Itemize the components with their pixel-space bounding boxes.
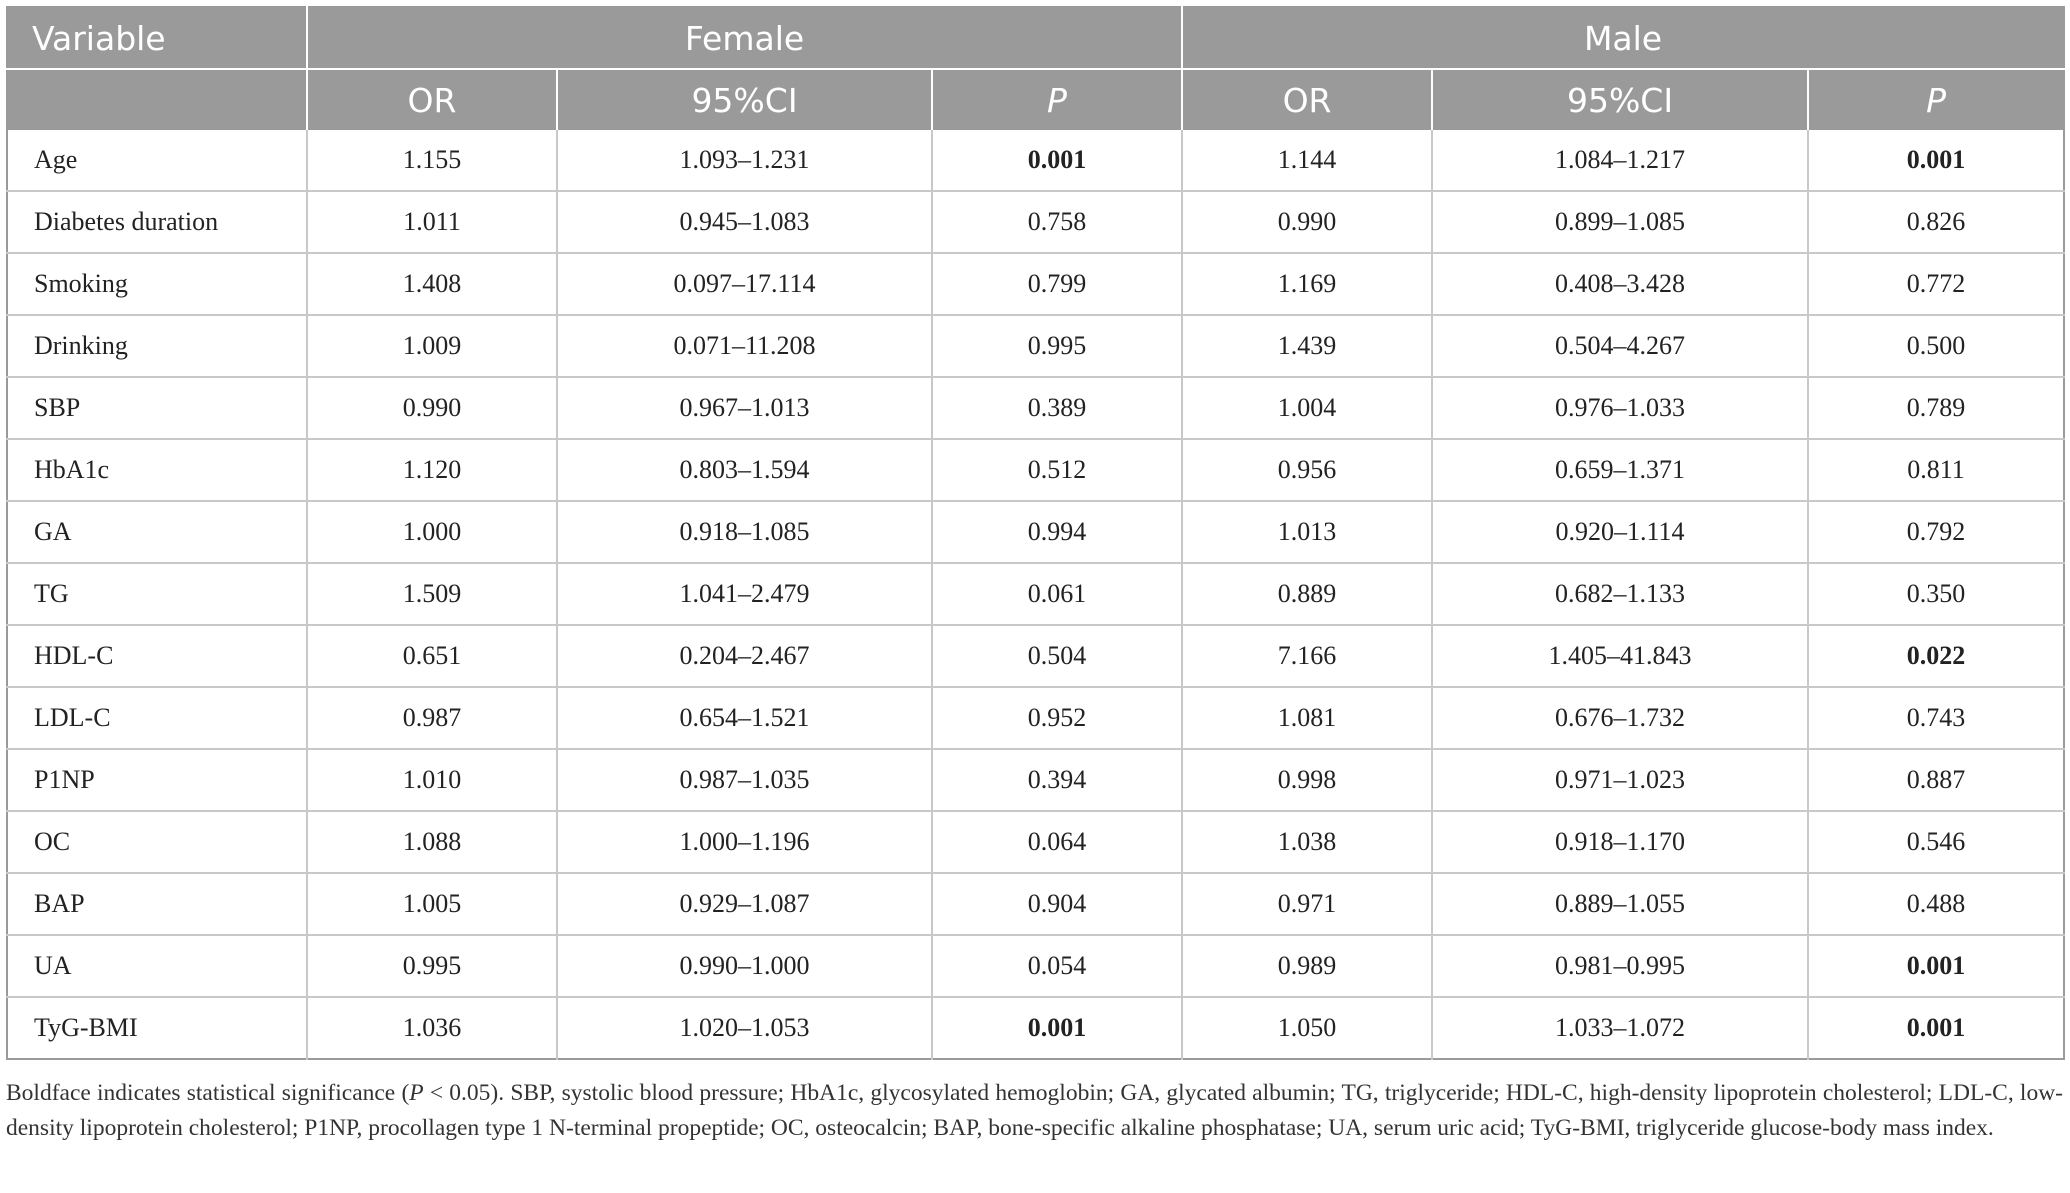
female-ci-cell: 1.093–1.231 xyxy=(557,130,932,191)
male-or-cell: 0.889 xyxy=(1182,563,1432,625)
male-ci-cell: 1.405–41.843 xyxy=(1432,625,1808,687)
female-p-cell: 0.001 xyxy=(932,997,1182,1059)
odds-ratio-table xyxy=(6,6,2065,1060)
male-or-cell: 7.166 xyxy=(1182,625,1432,687)
female-p-cell: 0.061 xyxy=(932,563,1182,625)
female-ci-cell: 0.803–1.594 xyxy=(557,439,932,501)
variable-cell: BAP xyxy=(7,873,307,935)
male-ci-cell: 0.676–1.732 xyxy=(1432,687,1808,749)
male-ci-cell: 0.971–1.023 xyxy=(1432,749,1808,811)
footnote-threshold: < 0.05). xyxy=(423,1080,511,1106)
male-ci-cell: 0.981–0.995 xyxy=(1432,935,1808,997)
female-ci-cell: 0.204–2.467 xyxy=(557,625,932,687)
female-or-cell: 0.995 xyxy=(307,935,557,997)
female-or-cell: 1.155 xyxy=(307,130,557,191)
female-p-cell: 0.389 xyxy=(932,377,1182,439)
female-p-cell: 0.504 xyxy=(932,625,1182,687)
female-ci-cell: 1.000–1.196 xyxy=(557,811,932,873)
male-p-cell: 0.772 xyxy=(1808,253,2064,315)
male-p-cell: 0.743 xyxy=(1808,687,2064,749)
male-or-cell: 0.998 xyxy=(1182,749,1432,811)
female-or-cell: 1.120 xyxy=(307,439,557,501)
male-or-cell: 1.038 xyxy=(1182,811,1432,873)
male-or-cell: 1.013 xyxy=(1182,501,1432,563)
results-figure xyxy=(6,6,2063,1170)
male-or-cell: 1.169 xyxy=(1182,253,1432,315)
female-or-cell: 0.651 xyxy=(307,625,557,687)
female-ci-cell: 0.071–11.208 xyxy=(557,315,932,377)
variable-cell: Age xyxy=(7,130,307,191)
female-ci-cell: 0.918–1.085 xyxy=(557,501,932,563)
male-p-cell: 0.001 xyxy=(1906,1013,1966,1042)
female-or-cell: 0.987 xyxy=(307,687,557,749)
female-ci-cell: 0.987–1.035 xyxy=(557,749,932,811)
table-row xyxy=(7,997,2064,1059)
male-p-cell: 0.826 xyxy=(1808,191,2064,253)
male-ci-cell: 0.889–1.055 xyxy=(1432,873,1808,935)
table-row xyxy=(7,563,2064,625)
male-p-cell: 0.792 xyxy=(1808,501,2064,563)
variable-cell: SBP xyxy=(7,377,307,439)
male-p-cell: 0.001 xyxy=(1808,935,2064,997)
table-row xyxy=(7,811,2064,873)
female-p-cell: 0.995 xyxy=(932,315,1182,377)
header-row-subcolumns xyxy=(7,69,2064,130)
variable-cell: Diabetes duration xyxy=(7,191,307,253)
female-or-cell: 1.000 xyxy=(307,501,557,563)
table-row xyxy=(7,935,2064,997)
variable-cell: P1NP xyxy=(7,749,307,811)
female-ci-cell: 0.990–1.000 xyxy=(557,935,932,997)
header-row-groups xyxy=(7,7,2064,69)
male-p-header: P xyxy=(1808,69,2064,130)
male-ci-cell: 1.084–1.217 xyxy=(1432,130,1808,191)
variable-cell: HbA1c xyxy=(7,439,307,501)
male-ci-cell: 0.659–1.371 xyxy=(1432,439,1808,501)
female-or-cell: 1.011 xyxy=(307,191,557,253)
male-ci-cell: 0.920–1.114 xyxy=(1432,501,1808,563)
female-or-cell: 1.036 xyxy=(307,997,557,1059)
male-or-header: OR xyxy=(1182,69,1432,130)
male-p-cell: 0.789 xyxy=(1808,377,2064,439)
female-ci-cell: 0.945–1.083 xyxy=(557,191,932,253)
female-p-cell: 0.758 xyxy=(932,191,1182,253)
table-row xyxy=(7,315,2064,377)
male-or-cell: 1.144 xyxy=(1182,130,1432,191)
footnote-lead: Boldface indicates statistical significance ( xyxy=(6,1080,410,1106)
table-row xyxy=(7,253,2064,315)
female-p-cell: 0.394 xyxy=(932,749,1182,811)
variable-cell: TyG-BMI xyxy=(7,997,307,1059)
female-p-header: P xyxy=(932,69,1182,130)
table-row xyxy=(7,191,2064,253)
male-ci-cell: 0.918–1.170 xyxy=(1432,811,1808,873)
female-or-header: OR xyxy=(307,69,557,130)
variable-header: Variable xyxy=(7,7,307,69)
female-p-cell: 0.512 xyxy=(932,439,1182,501)
female-p-cell: 0.994 xyxy=(932,501,1182,563)
male-p-cell: 0.811 xyxy=(1808,439,2064,501)
male-or-cell: 1.081 xyxy=(1182,687,1432,749)
female-or-cell: 1.009 xyxy=(307,315,557,377)
variable-cell: UA xyxy=(7,935,307,997)
variable-cell: OC xyxy=(7,811,307,873)
footnote-abbreviations: SBP, systolic blood pressure; HbA1c, glycosylated hemoglobin; GA, glycated albumin; TG, triglyceride; HDL-C, high-density lipoprotein cholesterol; LDL-C, low-density lipoprotein cholesterol; P1NP, procollagen type 1 N-terminal propeptide; OC, osteocalcin; BAP, bone-specific alkaline phosphatase; UA, serum uric acid; TyG-BMI, triglyceride glucose-body mass index. xyxy=(6,1080,2063,1141)
table-row xyxy=(7,873,2064,935)
male-or-cell: 0.971 xyxy=(1182,873,1432,935)
male-ci-cell: 0.899–1.085 xyxy=(1432,191,1808,253)
male-ci-cell: 1.033–1.072 xyxy=(1432,997,1808,1059)
male-or-cell: 1.050 xyxy=(1182,997,1432,1059)
table-row xyxy=(7,439,2064,501)
table-row xyxy=(7,377,2064,439)
footnote-p-symbol: P xyxy=(409,1080,424,1106)
female-or-cell: 1.010 xyxy=(307,749,557,811)
female-p-cell: 0.001 xyxy=(932,130,1182,191)
female-or-cell: 0.990 xyxy=(307,377,557,439)
female-ci-cell: 0.967–1.013 xyxy=(557,377,932,439)
table-row xyxy=(7,625,2064,687)
table-row xyxy=(7,130,2064,191)
variable-cell: LDL-C xyxy=(7,687,307,749)
male-p-cell: 0.488 xyxy=(1808,873,2064,935)
variable-cell: TG xyxy=(7,563,307,625)
female-ci-cell: 1.020–1.053 xyxy=(557,997,932,1059)
table-row xyxy=(7,749,2064,811)
female-ci-cell: 0.097–17.114 xyxy=(557,253,932,315)
female-or-cell: 1.408 xyxy=(307,253,557,315)
variable-cell: HDL-C xyxy=(7,625,307,687)
variable-cell: GA xyxy=(7,501,307,563)
female-or-cell: 1.088 xyxy=(307,811,557,873)
table-row xyxy=(7,687,2064,749)
variable-cell: Smoking xyxy=(7,253,307,315)
male-ci-cell: 0.408–3.428 xyxy=(1432,253,1808,315)
male-p-cell: 0.546 xyxy=(1808,811,2064,873)
female-ci-cell: 0.929–1.087 xyxy=(557,873,932,935)
male-ci-cell: 0.504–4.267 xyxy=(1432,315,1808,377)
female-p-cell: 0.064 xyxy=(932,811,1182,873)
variable-cell: Drinking xyxy=(7,315,307,377)
female-p-cell: 0.952 xyxy=(932,687,1182,749)
female-p-cell: 0.904 xyxy=(932,873,1182,935)
male-or-cell: 1.004 xyxy=(1182,377,1432,439)
female-or-cell: 1.509 xyxy=(307,563,557,625)
male-p-cell: 0.001 xyxy=(1808,130,2064,191)
male-or-cell: 0.990 xyxy=(1182,191,1432,253)
male-or-cell: 0.989 xyxy=(1182,935,1432,997)
table-footnote xyxy=(6,1076,2063,1146)
male-or-cell: 1.439 xyxy=(1182,315,1432,377)
blank-header xyxy=(7,69,307,130)
male-ci-cell: 0.976–1.033 xyxy=(1432,377,1808,439)
male-p-cell: 0.022 xyxy=(1808,625,2064,687)
female-ci-header: 95%CI xyxy=(557,69,932,130)
male-group-header: Male xyxy=(1182,7,2064,69)
table-body xyxy=(7,130,2064,1059)
female-ci-cell: 1.041–2.479 xyxy=(557,563,932,625)
female-ci-cell: 0.654–1.521 xyxy=(557,687,932,749)
female-group-header: Female xyxy=(307,7,1182,69)
male-p-cell: 0.350 xyxy=(1808,563,2064,625)
female-p-cell: 0.054 xyxy=(932,935,1182,997)
female-p-cell: 0.799 xyxy=(932,253,1182,315)
female-or-cell: 1.005 xyxy=(307,873,557,935)
male-p-cell: 0.500 xyxy=(1808,315,2064,377)
male-ci-cell: 0.682–1.133 xyxy=(1432,563,1808,625)
table-row xyxy=(7,501,2064,563)
male-p-cell: 0.887 xyxy=(1808,749,2064,811)
male-or-cell: 0.956 xyxy=(1182,439,1432,501)
male-ci-header: 95%CI xyxy=(1432,69,1808,130)
